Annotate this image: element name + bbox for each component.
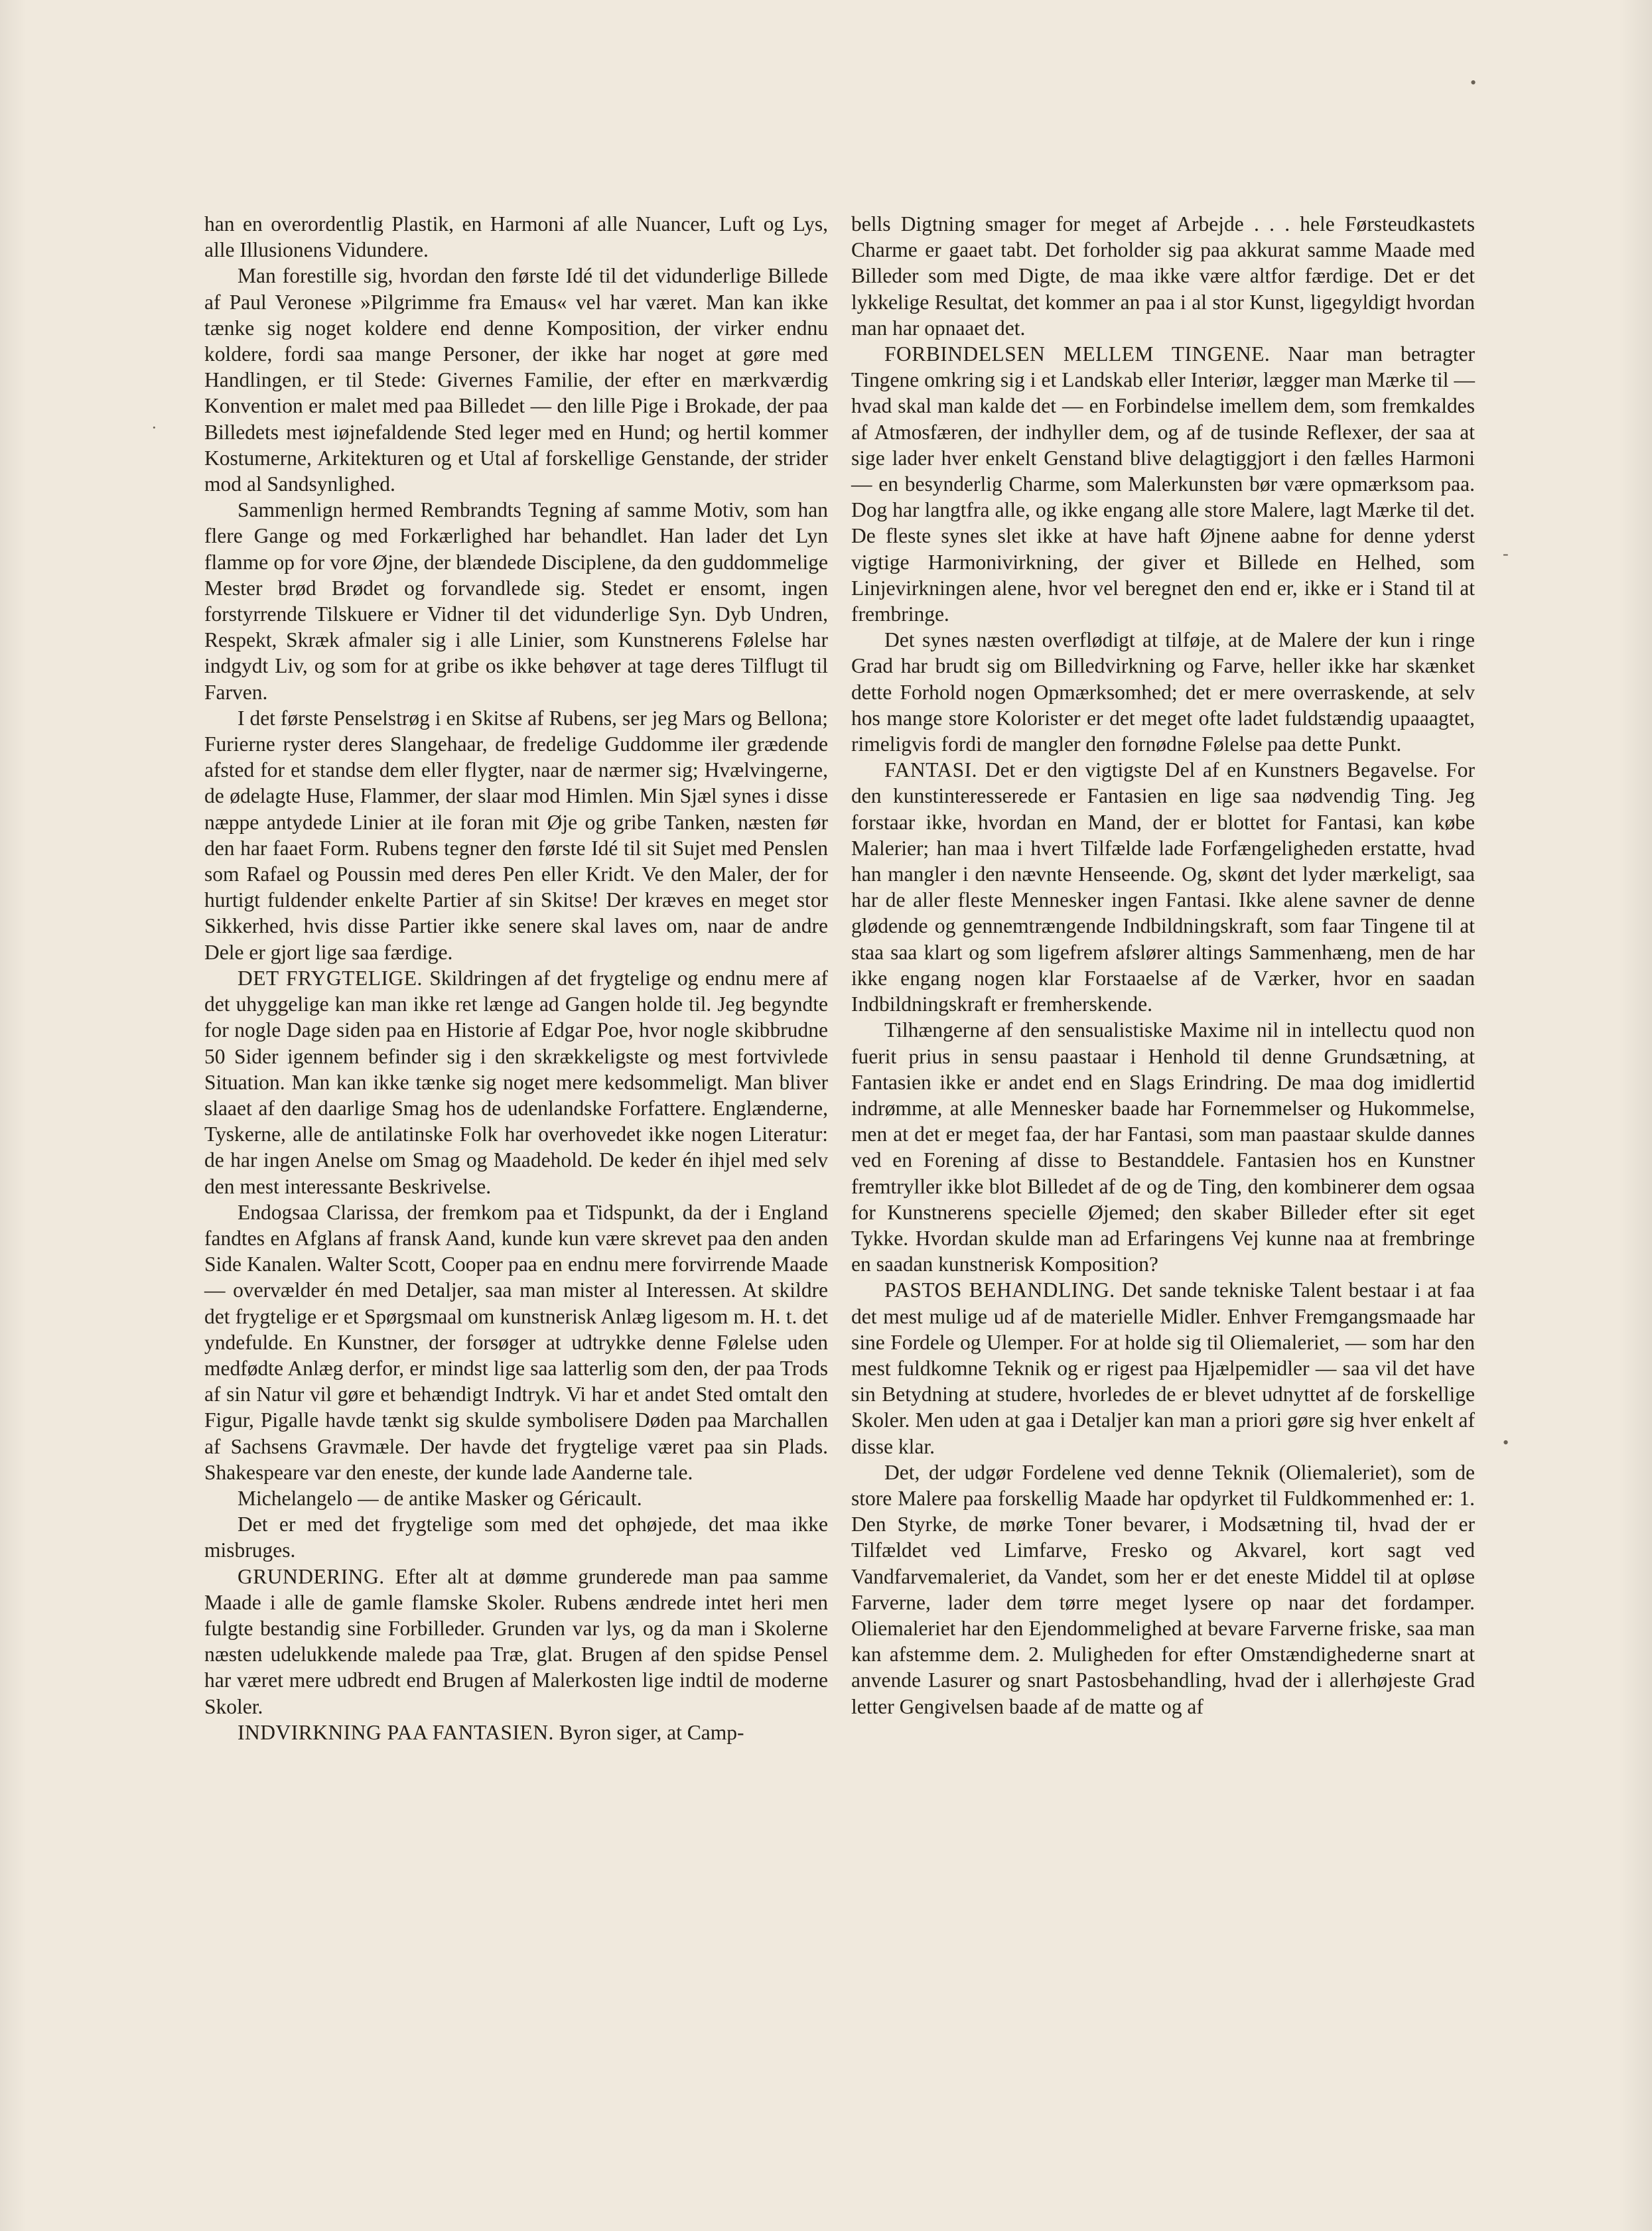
left-text-column — [204, 211, 828, 1745]
section-heading: FORBINDELSEN MELLEM TINGENE. — [884, 342, 1271, 366]
paragraph: Michelangelo — de antike Masker og Géricault. — [238, 1486, 642, 1510]
paragraph: Det, der udgør Fordelene ved denne Teknik (Oliemaleriet), som de store Malere paa forskellig Maade har opdyrket til Fuldkommenhed er: 1. Den Styrke, de mørke Toner bevarer, i Modsætning til, hvad der er Tilfældet ved Limfarve, Fresko og Akvarel, kort sagt ved Vandfarvemaleriet, da Vandet, som her er det eneste Middel til at opløse Farverne, lader dem tørre meget lysere op naar det fordamper. Oliemaleriet har den Ejendommelighed at bevare Farverne friske, saa man kan afstemme dem. 2. Muligheden for efter Omstændighederne snart at anvende Lasurer og snart Pastosbehandling, hvad der i allerhøjeste Grad letter Gengivelsen baade af de matte og af — [851, 1460, 1475, 1718]
paragraph: Sammenlign hermed Rembrandts Tegning af samme Motiv, som han flere Gange og med Forkærlighed har behandlet. Han lader det Lyn flamme op for vore Øjne, der blændede Disciplene, da den guddommelige Mester brød Brødet og forvandlede sig. Stedet er ensomt, ingen forstyrrende Tilskuere er Vidner til det vidunderlige Syn. Dyb Undren, Respekt, Skræk afmaler sig i alle Linier, som Kunstnerens Følelse har indgydt Liv, og som for at gribe os ikke behøver at tage deres Tilflugt til Farven. — [204, 498, 828, 704]
paragraph: Man forestille sig, hvordan den første Idé til det vidunderlige Billede af Paul Veronese »Pilgrimme fra Emaus« vel har været. Man kan ikke tænke sig noget koldere end denne Komposition, der virker endnu koldere, fordi saa mange Personer, der ikke har noget at gøre med Handlingen, er til Stede: Givernes Familie, der efter en mærkværdig Konvention er malet med paa Billedet — den lille Pige i Brokade, der paa Billedets mest iøjnefaldende Sted leger med en Hund; og hertil kommer Kostumerne, Arkitekturen og et Utal af forskellige Genstande, der strider mod al Sandsynlighed. — [204, 264, 828, 496]
paragraph: Det er med det frygtelige som med det ophøjede, det maa ikke misbruges. — [204, 1513, 828, 1562]
paragraph: Det synes næsten overflødigt at tilføje, at de Malere der kun i ringe Grad har brudt sig om Billedvirkning og Farve, heller ikke har skænket dette Forhold nogen Opmærksomhed; det er mere overraskende, at selv hos mange store Kolorister er det meget ofte ladet fuldstændig upaaagtet, rimeligvis fordi de mangler den fornødne Følelse paa dette Punkt. — [851, 628, 1475, 756]
paragraph: bells Digtning smager for meget af Arbejde . . . hele Førsteudkastets Charme er gaaet tabt. Det forholder sig paa akkurat samme Maade med Billeder som med Digte, de maa ikke være altfor færdige. Det er det lykkelige Resultat, det kommer an paa i al stor Kunst, ligegyldigt hvordan man har opnaaet det. — [851, 212, 1475, 340]
section-heading: INDVIRKNING PAA FANTASIEN. — [238, 1720, 554, 1744]
page-speck: · — [151, 418, 157, 437]
section-heading: DET FRYGTELIGE. — [238, 966, 423, 990]
paragraph: FORBINDELSEN MELLEM TINGENE. Naar man betragter Tingene omkring sig i et Landskab eller Interiør, lægger man Mærke til — hvad skal man kalde det — en Forbindelse imellem dem, som fremkaldes af Atmosfæren, der indhyller dem, og af de tusinde Reflexer, der saa at sige lader hver enkelt Genstand blive delagtiggjort i den fælles Harmoni — en besynderlig Charme, som Malerkunsten bør være opmærksom paa. Dog har langtfra alle, og ikke engang alle store Malere, lagt Mærke til det. De fleste synes slet ikke at have haft Øjnene aabne for denne yderst vigtige Harmonivirkning, der giver et Billede en Helhed, som Linjevirkningen alene, hvor vel beregnet den end er, ikke er i Stand til at frembringe. — [851, 342, 1475, 626]
page-speck: • — [1470, 73, 1477, 92]
right-text-column — [851, 211, 1475, 1720]
paragraph: INDVIRKNING PAA FANTASIEN. Byron siger, at Camp- — [238, 1720, 744, 1744]
paragraph: han en overordentlig Plastik, en Harmoni af alle Nuancer, Luft og Lys, alle Illusionens Vidundere. — [204, 212, 828, 262]
paragraph: PASTOS BEHANDLING. Det sande tekniske Talent bestaar i at faa det mest mulige ud af de materielle Midler. Enhver Fremgangsmaade har sine Fordele og Ulemper. For at holde sig til Oliemaleriet, — som har den mest fuldkomne Teknik og er rigest paa Hjælpemidler — saa vil det have sin Betydning at studere, hvorledes de er blevet udnyttet af de forskellige Skoler. Men uden at gaa i Detaljer kan man a priori gøre sig hver enkelt af disse klar. — [851, 1278, 1475, 1458]
section-heading: GRUNDERING. — [238, 1564, 385, 1588]
paragraph: FANTASI. Det er den vigtigste Del af en Kunstners Begavelse. For den kunstinteresserede er Fantasien en lige saa nødvendig Ting. Jeg forstaar ikke, hvordan en Mand, der er blottet for Fantasi, kan købe Malerier; han maa i hvert Tilfælde lade Forfængeligheden erstatte, hvad han mangler i den nævnte Henseende. Og, skønt det lyder mærkeligt, saa har de aller fleste Mennesker ingen Fantasi. Ikke alene savner de denne glødende og gennemtrængende Indbildningskraft, som faar Tingene til at staa saa klart og som ligefrem afslører altings Sammenhæng, men de har ikke engang nogen klar Forstaaelse af de Værker, hvor en saadan Indbildningskraft er fremherskende. — [851, 758, 1475, 1016]
paragraph: Tilhængerne af den sensualistiske Maxime nil in intellectu quod non fuerit prius in sensu paastaar i Henhold til denne Grundsætning, at Fantasien ikke er andet end en Slags Erindring. De maa dog imidlertid indrømme, at alle Mennesker baade har Fornemmelser og Hukommelse, men at det er meget faa, der har Fantasi, som man paastaar skulde dannes ved en Forening af disse to Bestanddele. Fantasien hos en Kunstner fremtryller ikke blot Billedet af de og de Ting, den kombinerer dem ogsaa for Kunstnerens specielle Øjemed; den skaber Billeder efter sit eget Tykke. Hvordan skulde man ad Erfaringens Vej kunne naa at frembringe en saadan kunstnerisk Komposition? — [851, 1018, 1475, 1276]
section-heading: FANTASI. — [884, 758, 978, 782]
paragraph: DET FRYGTELIGE. Skildringen af det frygtelige og endnu mere af det uhyggelige kan man ikke ret længe ad Gangen holde til. Jeg begyndte for nogle Dage siden paa en Historie af Edgar Poe, hvor nogle skibbrudne 50 Sider igennem befinder sig i den skrækkeligste og mest fortvivlede Situation. Man kan ikke tænke sig noget mere kedsommeligt. Man bliver slaaet af den daarlige Smag hos de udenlandske Forfattere. Englænderne, Tyskerne, alle de antilatinske Folk har overhovedet ikke nogen Literatur: de har ingen Anelse om Smag og Maadehold. De keder én ihjel med selv den mest interessante Beskrivelse. — [204, 966, 828, 1198]
paragraph: GRUNDERING. Efter alt at dømme grunderede man paa samme Maade i alle de gamle flamske Skoler. Rubens ændrede intet heri men fulgte bestandig sine Forbilleder. Grunden var lys, og da man i Skolerne næsten udelukkende malede paa Træ, glat. Brugen af den spidse Pensel har været mere udbredt end Brugen af Malerkosten lige indtil de moderne Skoler. — [204, 1564, 828, 1718]
page-speck: - — [1503, 544, 1509, 563]
page-speck: • — [1503, 1433, 1509, 1452]
paragraph: I det første Penselstrøg i en Skitse af Rubens, ser jeg Mars og Bellona; Furierne ryster deres Slangehaar, de fredelige Guddomme iler grædende afsted for et standse dem eller flygter, naar de nærmer sig; Hvælvingerne, de ødelagte Huse, Flammer, der slaar mod Himlen. Min Sjæl synes i disse næppe antydede Linier at ile foran mit Øje og gribe Tanken, næsten før den har faaet Form. Rubens tegner den første Idé til sit Sujet med Penslen som Rafael og Poussin med deres Pen eller Kridt. Ve den Maler, der for hurtigt fuldender enkelte Partier af sin Skitse! Der kræves en meget stor Sikkerhed, hvis disse Partier ikke senere skal laves om, naar de andre Dele er gjort lige saa færdige. — [204, 706, 828, 964]
paragraph: Endogsaa Clarissa, der fremkom paa et Tidspunkt, da der i England fandtes en Afglans af fransk Aand, kunde kun være skrevet paa den anden Side Kanalen. Walter Scott, Cooper paa en endnu mere forvirrende Maade — overvælder én med Detaljer, saa man mister al Interessen. At skildre det frygtelige er et Spørgsmaal om kunstnerisk Anlæg ligesom m. H. t. det yndefulde. En Kunstner, der forsøger at udtrykke denne Følelse uden medfødte Anlæg derfor, er mindst lige saa latterlig som den, der paa Trods af sin Natur vil gøre et behændigt Indtryk. Vi har et andet Sted omtalt den Figur, Pigalle havde tænkt sig skulde symbolisere Døden paa Marchallen af Sachsens Gravmæle. Der havde det frygtelige været paa sin Plads. Shakespeare var den eneste, der kunde lade Aanderne tale. — [204, 1200, 828, 1484]
section-heading: PASTOS BEHANDLING. — [884, 1278, 1115, 1302]
